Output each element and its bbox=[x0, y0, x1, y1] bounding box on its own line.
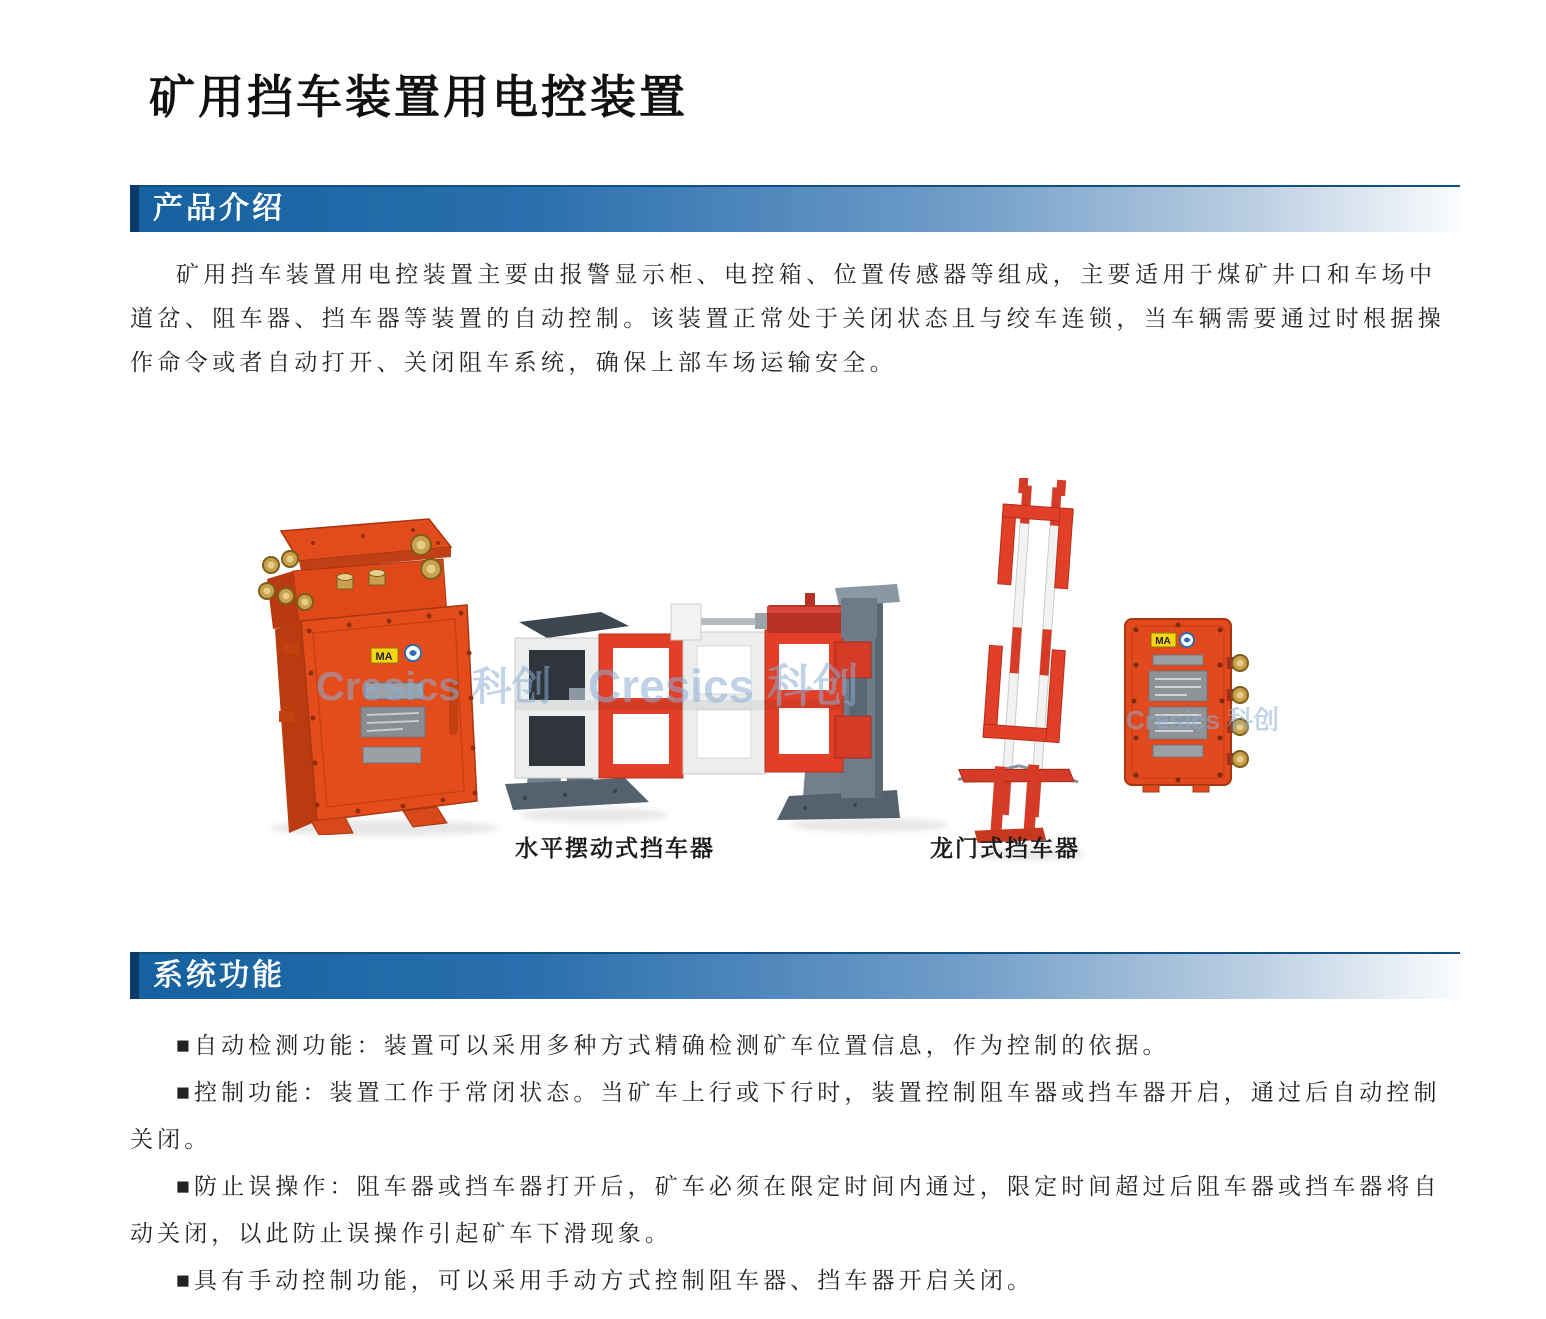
section-header-system-functions bbox=[130, 952, 1460, 999]
page-title: 矿用挡车装置用电控装置 bbox=[149, 71, 688, 123]
barrier-frames bbox=[515, 630, 843, 778]
function-item-manual: ■具有手动控制功能，可以采用手动方式控制阻车器、挡车器开启关闭。 bbox=[176, 1267, 1035, 1293]
door-handle bbox=[449, 679, 458, 735]
cabinet-nameplates bbox=[361, 683, 425, 763]
function-item-misoperation: ■防止误操作：阻车器或挡车器打开后，矿车必须在限定时间内通过，限定时间超过后阻车器或挡车器将自 动关闭，以此防止误操作引起矿车下滑现象。 bbox=[130, 1173, 1441, 1246]
control-box-body bbox=[1125, 619, 1231, 785]
caption-gantry-barrier: 龙门式挡车器 bbox=[930, 835, 1080, 861]
safety-badge bbox=[405, 645, 421, 661]
intro-text: 矿用挡车装置用电控装置主要由报警显示柜、电控箱、位置传感器等组成，主要适用于煤矿井口和车场中 道岔、阻车器、挡车器等装置的自动控制。该装置正常处于关闭状态且与绞车连锁，当车辆需要通过时根据操 作命令或者自动打开、关闭阻车系统，确保上部车场运输安全。 bbox=[130, 261, 1446, 375]
gantry-barrier-photo bbox=[958, 478, 1095, 860]
section-bar-edge bbox=[130, 185, 139, 232]
ma-badge-text: MA bbox=[1155, 636, 1171, 647]
column-clamp bbox=[835, 716, 871, 758]
brand-watermark: Cresics 科创 bbox=[1126, 705, 1280, 735]
section-heading-label: 产品介绍 bbox=[153, 192, 285, 225]
safety-badge bbox=[1180, 633, 1194, 647]
ma-badge-text: MA bbox=[375, 651, 393, 663]
gantry-bracket-middle bbox=[983, 645, 1065, 742]
section-header-product-intro bbox=[130, 185, 1460, 232]
gantry-hook bbox=[1018, 478, 1028, 494]
hinge bbox=[279, 711, 295, 722]
system-functions-list bbox=[130, 1022, 1466, 1304]
function-item-control: ■控制功能：装置工作于常闭状态。当矿车上行或下行时，装置控制阻车器或挡车器开启，通过后自动控制 关闭。 bbox=[130, 1079, 1441, 1152]
column-clamp bbox=[835, 642, 871, 678]
cabinet-photo bbox=[253, 503, 505, 835]
gantry-bracket-top bbox=[998, 504, 1073, 589]
brand-watermark: Cresics 科创 bbox=[316, 665, 552, 709]
cabinet-foot bbox=[403, 807, 447, 827]
swing-barrier-photo bbox=[505, 548, 900, 833]
section-heading-label: 系统功能 bbox=[153, 959, 285, 992]
function-item-auto-detect: ■自动检测功能：装置可以采用多种方式精确检测矿车位置信息，作为控制的依据。 bbox=[176, 1032, 1170, 1058]
gantry-hook bbox=[1056, 480, 1066, 497]
brand-watermark: Cresics 科创 bbox=[588, 660, 860, 712]
hinge bbox=[283, 643, 299, 654]
caption-swing-barrier: 水平摆动式挡车器 bbox=[515, 835, 715, 861]
product-intro-paragraph bbox=[130, 252, 1466, 384]
mount-tab bbox=[1143, 785, 1159, 792]
control-box-photo bbox=[1123, 613, 1249, 793]
section-bar-edge bbox=[130, 952, 139, 999]
mount-tab bbox=[1193, 785, 1209, 792]
